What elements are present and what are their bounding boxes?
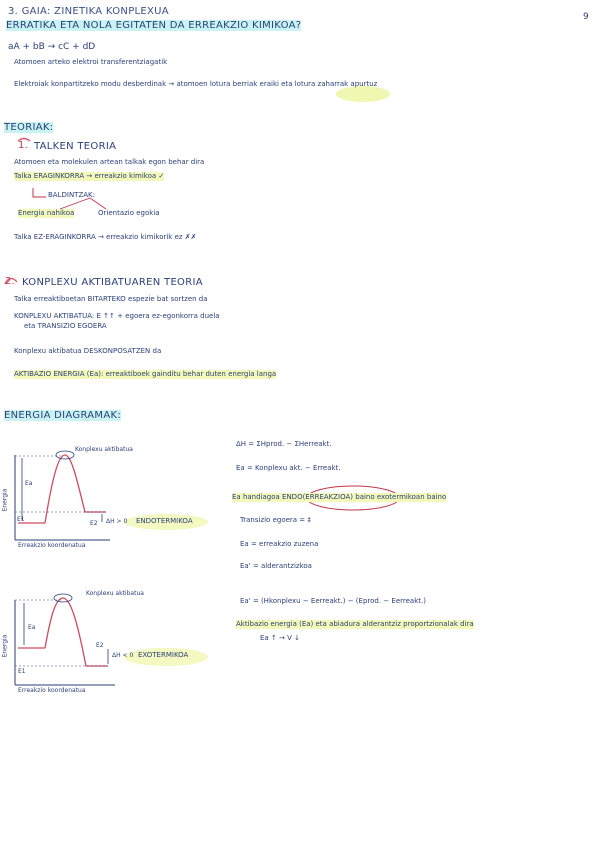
diagram2-x-label: Erreakzio koordenatua — [18, 687, 86, 694]
formula-9: Ea ↑ → V ↓ — [260, 634, 300, 642]
energy-diagram-endothermic — [15, 451, 208, 540]
arrow-icon — [33, 188, 46, 197]
diagram2-dh-label: ΔH < 0 — [112, 652, 134, 659]
formula-4: Transizio egoera = ‡ — [240, 516, 311, 524]
theory2-point-4: Konplexu aktibatua DESKONPOSATZEN da — [14, 347, 162, 355]
diagram1-type-label: ENDOTERMIKOA — [136, 517, 193, 525]
theory1-point-1: Atomoen eta molekulen artean talkak egon behar dira — [14, 158, 205, 166]
question-heading: ERRATIKA ETA NOLA EGITATEN DA ERREAKZIO KIMIKOA? — [6, 20, 302, 31]
diagram2-y-label: Energia — [1, 634, 9, 658]
formula-7: Ea' = (Hkonplexu − Eerreakt.) − (Eprod. − Eerreakt.) — [240, 597, 426, 605]
formula-6: Ea' = alderantzizkoa — [240, 562, 312, 570]
diagram1-x-label: Erreakzio koordenatua — [18, 542, 86, 549]
diagram2-peak-label: Konplexu aktibatua — [86, 590, 144, 597]
formula-5: Ea = erreakzio zuzena — [240, 540, 319, 548]
condition-energy: Energia nahikoa — [18, 209, 75, 217]
theory1-point-2: Talka ERAGINKORRA → erreakzio kimikoa ✓ — [14, 172, 165, 180]
theory2-title: KONPLEXU AKTIBATUAREN TEORIA — [22, 277, 203, 288]
theory2-point-1: Talka erreaktiboetan BITARTEKO espezie bat sortzen da — [14, 295, 208, 303]
condition-orientation: Orientazio egokia — [98, 209, 160, 217]
diagram1-ea-label: Ea — [25, 480, 33, 487]
energy-diagram-exothermic — [15, 594, 208, 685]
formula-2: Ea = Konplexu akt. − Erreakt. — [236, 464, 341, 472]
diagrams-heading: ENERGIA DIAGRAMAK: — [4, 410, 122, 421]
theory1-point-3: Talka EZ-ERAGINKORRA → erreakzio kimikorik ez ✗✗ — [14, 233, 197, 241]
diagram1-y-label: Energia — [1, 488, 9, 512]
theory1-number: 1. — [18, 140, 29, 151]
theory2-number: 2. — [5, 276, 16, 287]
diagram1-e2-label: E2 — [90, 520, 98, 527]
diagram2-type-label: EXOTERMIKOA — [138, 651, 189, 659]
page-number: 9 — [583, 12, 589, 22]
theory2-point-5: AKTIBAZIO ENERGIA (Ea): erreaktiboek gainditu behar duten energia langa — [14, 370, 277, 378]
theory2-point-2: KONPLEXU AKTIBATUA: E ↑↑ + egoera ez-egonkorra duela — [14, 312, 220, 320]
diagram2-e1-label: E1 — [18, 668, 26, 675]
theory1-sub: BALDINTZAK: — [48, 191, 95, 199]
page-title: 3. GAIA: ZINETIKA KONPLEXUA — [8, 6, 169, 17]
bullet-top-2: Elektroiak konpartitzeko modu desberdinak → atomoen lotura berriak eraiki eta lotura zaharrak apurtuz — [14, 80, 378, 88]
diagram1-dh-label: ΔH > 0 — [106, 518, 128, 525]
diagram1-peak-label: Konplexu aktibatua — [75, 446, 133, 453]
theory-heading: TEORIAK: — [4, 122, 54, 133]
diagram2-ea-label: Ea — [28, 624, 36, 631]
bullet-top-1: Atomoen arteko elektroi transferentziagatik — [14, 58, 168, 66]
theory1-title: TALKEN TEORIA — [34, 141, 117, 152]
formula-1: ΔH = ΣHprod. − ΣHerreakt. — [236, 440, 332, 448]
formula-8: Aktibazio energia (Ea) eta abiadura alderantziz proportzionalak dira — [236, 620, 474, 628]
diagram1-e1-label: E1 — [17, 516, 25, 523]
theory2-point-3: eta TRANSIZIO EGOERA — [24, 322, 107, 330]
formula-3: Ea handiagoa ENDO(ERREAKZIOA) baino exotermikoan baino — [232, 493, 447, 501]
diagram2-e2-label: E2 — [96, 642, 104, 649]
reaction-equation: aA + bB → cC + dD — [8, 42, 96, 52]
